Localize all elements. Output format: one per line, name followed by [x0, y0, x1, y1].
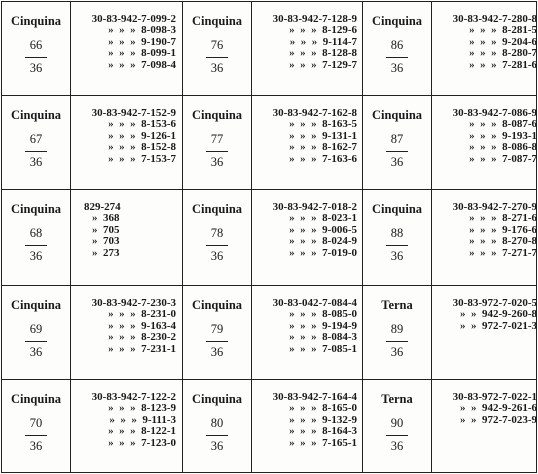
code-list — [453, 202, 537, 259]
code-line: » » » 8-162-7 — [289, 141, 357, 154]
code-line: 30-83-942-7-270-9 — [452, 201, 537, 213]
code-line: » » 942-9-261-6 — [460, 402, 537, 415]
code-line: 30-83-972-7-020-5 — [452, 297, 537, 309]
bet-number: 77 — [210, 132, 224, 146]
code-line: » » » 8-153-6 — [108, 118, 176, 131]
code-line: » » » 9-131-1 — [289, 129, 357, 142]
code-line: » » » 9-176-6 — [469, 223, 537, 236]
code-line: » » » 8-087-6 — [469, 118, 537, 131]
bet-denominator: 36 — [210, 345, 224, 359]
code-line: » » » 8-281-5 — [469, 24, 537, 37]
code-line: » » » 9-190-7 — [108, 35, 176, 48]
code-list — [273, 392, 357, 449]
code-line: » » » 8-085-0 — [289, 308, 357, 321]
code-line: » » » 9-204-6 — [469, 35, 537, 48]
bet-number: 90 — [390, 416, 404, 430]
fraction-bar — [25, 245, 47, 246]
code-line: » » » 7-153-7 — [108, 152, 176, 165]
code-line: » » » 8-164-3 — [289, 425, 357, 438]
code-line: » » » 9-132-9 — [289, 413, 357, 426]
code-list — [453, 392, 537, 426]
bet-number: 70 — [29, 416, 43, 430]
bet-number: 80 — [210, 416, 224, 430]
bet-number: 87 — [390, 132, 404, 146]
bet-type: Cinquina — [371, 14, 423, 28]
fraction-bar — [25, 435, 47, 436]
code-line: » » » 9-111-3 — [109, 413, 176, 426]
bet-denominator: 36 — [390, 249, 404, 263]
fraction-bar — [206, 341, 228, 342]
code-line: 30-83-942-7-122-2 — [91, 391, 176, 403]
bet-type: Cinquina — [191, 392, 243, 406]
table-cell — [2, 2, 182, 96]
bet-number: 69 — [29, 322, 43, 336]
code-list — [453, 108, 537, 165]
bet-denominator: 36 — [29, 439, 43, 453]
bet-number: 79 — [210, 322, 224, 336]
table-cell — [183, 286, 363, 380]
fraction-bar — [206, 245, 228, 246]
bet-label — [363, 392, 431, 453]
bet-label — [363, 14, 431, 75]
code-line: » » » 8-231-0 — [108, 308, 176, 321]
code-list — [92, 14, 176, 71]
code-line: 30-83-942-7-230-3 — [91, 297, 176, 309]
table-cell — [2, 96, 182, 190]
code-line: » » » 7-231-1 — [108, 342, 176, 355]
fraction-bar — [25, 341, 47, 342]
bet-denominator: 36 — [210, 439, 224, 453]
table-cell — [183, 380, 363, 474]
bet-label — [363, 108, 431, 169]
code-list — [453, 14, 537, 71]
table-cell — [183, 96, 363, 190]
fraction-bar — [206, 435, 228, 436]
bet-denominator: 36 — [29, 61, 43, 75]
code-line: » » » 8-163-5 — [289, 118, 357, 131]
table-cell — [2, 190, 182, 284]
fraction-bar — [386, 435, 408, 436]
bet-type: Cinquina — [191, 298, 243, 312]
bet-denominator: 36 — [210, 155, 224, 169]
table-cell — [363, 190, 538, 284]
code-line: » » » 7-098-4 — [108, 58, 176, 71]
code-line: » » » 7-085-1 — [289, 342, 357, 355]
fraction-bar — [386, 57, 408, 58]
bet-type: Cinquina — [191, 14, 243, 28]
code-line: » » » 7-123-0 — [108, 436, 176, 449]
code-line: » » » 9-114-7 — [289, 35, 357, 48]
code-line: » » » 8-122-1 — [108, 425, 176, 438]
code-line: 30-83-942-7-152-9 — [91, 107, 176, 119]
code-line: » » » 7-019-0 — [289, 246, 357, 259]
code-line: » » » 7-163-6 — [289, 152, 357, 165]
bet-number: 89 — [390, 322, 404, 336]
code-line: 30-83-942-7-162-8 — [272, 107, 357, 119]
code-line: » » » 9-194-9 — [289, 319, 357, 332]
code-line: » » 972-7-023-9 — [460, 413, 537, 426]
code-line: » » » 8-165-0 — [289, 402, 357, 415]
code-line: » » » 7-281-6 — [469, 58, 537, 71]
bet-denominator: 36 — [29, 155, 43, 169]
bet-label — [2, 298, 70, 359]
code-list — [92, 298, 176, 355]
code-line: » » » 8-098-3 — [108, 24, 176, 37]
fraction-bar — [206, 57, 228, 58]
bet-denominator: 36 — [390, 345, 404, 359]
code-list — [273, 298, 357, 355]
bet-number: 78 — [210, 226, 224, 240]
code-line: » » » 8-123-9 — [108, 402, 176, 415]
bet-label — [183, 108, 251, 169]
code-list — [92, 392, 176, 449]
table-cell — [363, 380, 538, 474]
code-line: 30-83-942-7-164-4 — [272, 391, 357, 403]
code-list — [453, 298, 537, 332]
code-line: 30-83-942-7-099-2 — [91, 13, 176, 25]
bet-number: 86 — [390, 38, 404, 52]
fraction-bar — [386, 151, 408, 152]
code-line: 30-83-972-7-022-1 — [452, 391, 537, 403]
code-line: 30-83-942-7-128-9 — [272, 13, 357, 25]
bet-denominator: 36 — [29, 345, 43, 359]
code-line: » » » 8-271-6 — [469, 212, 537, 225]
bet-number: 88 — [390, 226, 404, 240]
code-line: » » 942-9-260-8 — [460, 308, 537, 321]
bet-label — [183, 392, 251, 453]
bet-denominator: 36 — [210, 61, 224, 75]
bet-label — [2, 14, 70, 75]
code-line: 30-83-942-7-086-9 — [452, 107, 537, 119]
bet-type: Cinquina — [371, 108, 423, 122]
bet-label — [363, 298, 431, 359]
code-line: » » » 9-163-4 — [108, 319, 176, 332]
bet-number: 76 — [210, 38, 224, 52]
fraction-bar — [25, 57, 47, 58]
bet-type: Cinquina — [191, 108, 243, 122]
code-line: » » 972-7-021-3 — [460, 319, 537, 332]
fraction-bar — [386, 245, 408, 246]
bet-type: Cinquina — [10, 298, 62, 312]
code-line: » » » 8-152-8 — [108, 141, 176, 154]
code-line: » » » 8-024-9 — [289, 235, 357, 248]
code-line: » » » 8-129-6 — [289, 24, 357, 37]
bet-number: 66 — [29, 38, 43, 52]
bet-denominator: 36 — [390, 61, 404, 75]
code-line: » 273 — [92, 246, 120, 259]
code-line: » » » 8-280-7 — [469, 47, 537, 60]
bet-label — [183, 14, 251, 75]
table-cell — [363, 96, 538, 190]
bet-label — [2, 202, 70, 263]
code-list — [273, 202, 357, 259]
code-line: » » » 8-270-8 — [469, 235, 537, 248]
code-line: » » » 7-271-7 — [469, 246, 537, 259]
code-line: » » » 9-006-5 — [289, 223, 357, 236]
bet-type: Cinquina — [10, 108, 62, 122]
code-line: 30-83-942-7-280-8 — [452, 13, 537, 25]
bet-type: Cinquina — [191, 202, 243, 216]
code-line: 829-274 — [84, 201, 121, 213]
bet-label — [2, 108, 70, 169]
fraction-bar — [25, 151, 47, 152]
fraction-bar — [386, 341, 408, 342]
code-line: 30-83-942-7-018-2 — [272, 201, 357, 213]
bet-label — [363, 202, 431, 263]
fraction-bar — [206, 151, 228, 152]
bet-type: Cinquina — [10, 392, 62, 406]
bet-type: Cinquina — [10, 202, 62, 216]
code-line: » » » 8-084-3 — [289, 331, 357, 344]
code-line: » » » 8-230-2 — [108, 331, 176, 344]
code-line: » 368 — [92, 212, 120, 225]
bet-label — [2, 392, 70, 453]
code-list — [273, 14, 357, 71]
bet-denominator: 36 — [210, 249, 224, 263]
code-line: » » » 7-087-7 — [469, 152, 537, 165]
code-line: » » » 8-086-8 — [469, 141, 537, 154]
bet-label — [183, 298, 251, 359]
bet-label — [183, 202, 251, 263]
code-list — [84, 202, 121, 259]
code-line: 30-83-042-7-084-4 — [272, 297, 357, 309]
table-cell — [183, 2, 363, 96]
table-cell — [2, 286, 182, 380]
bet-type: Cinquina — [371, 202, 423, 216]
code-list — [92, 108, 176, 165]
table-cell — [2, 380, 182, 474]
code-line: » » » 8-023-1 — [289, 212, 357, 225]
bet-type: Terna — [381, 298, 413, 312]
code-line: » » » 7-129-7 — [289, 58, 357, 71]
code-line: » » » 9-193-1 — [469, 129, 537, 142]
bet-denominator: 36 — [390, 439, 404, 453]
code-line: » » » 8-128-8 — [289, 47, 357, 60]
code-line: » 703 — [92, 235, 120, 248]
code-line: » » » 9-126-1 — [108, 129, 176, 142]
code-line: » » » 8-099-1 — [108, 47, 176, 60]
table-cell — [363, 286, 538, 380]
bet-denominator: 36 — [390, 155, 404, 169]
code-list — [273, 108, 357, 165]
table-cell — [363, 2, 538, 96]
table-cell — [183, 190, 363, 284]
bet-number: 67 — [29, 132, 43, 146]
bet-type: Cinquina — [10, 14, 62, 28]
bet-number: 68 — [29, 226, 43, 240]
bet-denominator: 36 — [29, 249, 43, 263]
code-line: » » » 7-165-1 — [289, 436, 357, 449]
code-line: » 705 — [92, 223, 120, 236]
bet-type: Terna — [381, 392, 413, 406]
